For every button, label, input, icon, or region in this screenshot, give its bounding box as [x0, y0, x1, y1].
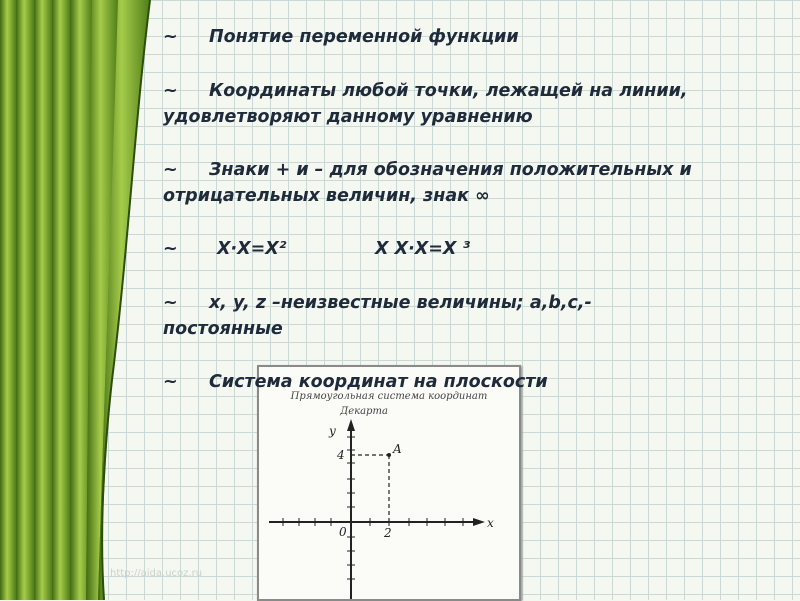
bullet-item-powers: [163, 236, 783, 262]
bullet-item-point-coordinates: [163, 78, 783, 130]
bullet-marker: ~: [163, 27, 178, 47]
cartesian-coordinate-figure: [257, 365, 521, 601]
bullet-marker: ~: [163, 293, 178, 313]
bullet-text-line2: отрицательных величин, знак ∞: [163, 186, 490, 206]
green-curtain-decoration: [0, 0, 175, 600]
bullet-text-line1: x, y, z –неизвестные величины; a,b,c,-: [209, 293, 592, 313]
formula-cube: X X·X=X ³: [375, 239, 471, 259]
bullet-item-coordinate-system: [163, 369, 783, 395]
figure-caption-line1: Прямоугольная система координат: [290, 391, 488, 402]
y-axis-label: y: [329, 424, 336, 438]
bullet-text-line2: удовлетворяют данному уравнению: [163, 107, 533, 127]
coordinate-plane-svg: [259, 367, 519, 599]
formula-square: X·X=X²: [217, 239, 287, 259]
point-a-label: A: [393, 442, 402, 456]
bullet-marker: ~: [163, 239, 178, 259]
bullet-text: Система координат на плоскости: [209, 372, 548, 392]
bullet-text-line1: Координаты любой точки, лежащей на линии,: [209, 81, 688, 101]
watermark-url: http://aida.ucoz.ru: [110, 568, 203, 579]
figure-caption-line2: Декарта: [340, 406, 388, 417]
y-axis-arrow: [347, 419, 355, 431]
point-a-marker: [387, 453, 391, 457]
bullet-text: Понятие переменной функции: [209, 27, 519, 47]
x-tick-label: 2: [384, 526, 392, 540]
x-axis-arrow: [473, 518, 485, 526]
bullet-text-line1: Знаки + и – для обозначения положительных и: [209, 160, 692, 180]
bullet-marker: ~: [163, 372, 178, 392]
bullet-item-signs: [163, 157, 783, 209]
origin-label: 0: [339, 525, 347, 539]
bullet-text-line2: постоянные: [163, 319, 283, 339]
bullet-marker: ~: [163, 81, 178, 101]
y-tick-label: 4: [337, 448, 345, 462]
bullet-item-unknowns-constants: [163, 290, 783, 342]
bullet-item-variable-function: [163, 24, 783, 50]
x-axis-label: x: [487, 516, 494, 530]
bullet-marker: ~: [163, 160, 178, 180]
